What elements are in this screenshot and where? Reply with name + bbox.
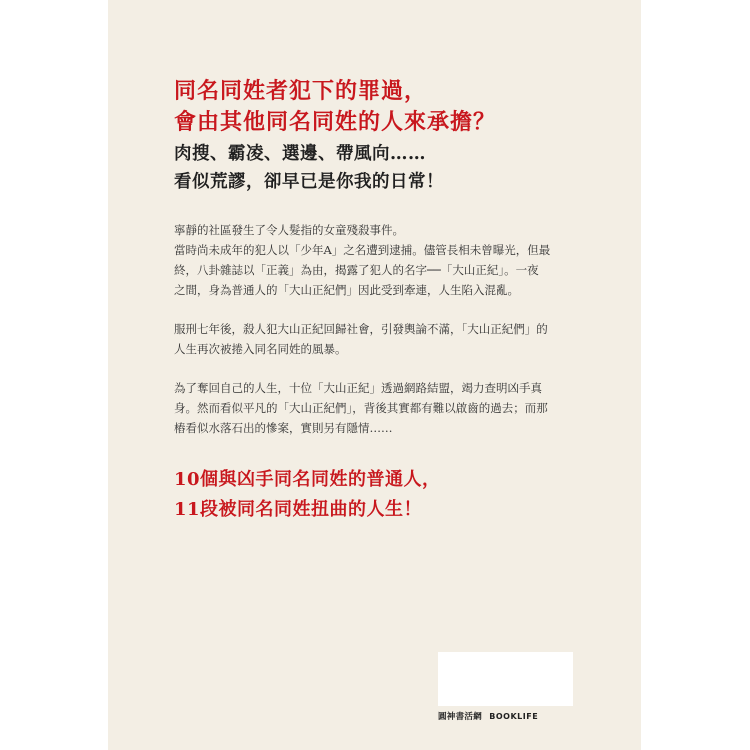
text-line: 當時尚未成年的犯人以「少年A」之名遭到逮捕。儘管長相未曾曝光，但最 xyxy=(174,243,551,257)
headline-red-line: 會由其他同名同姓的人來承擔？ xyxy=(174,109,497,135)
tagline-red xyxy=(174,465,441,525)
synopsis-paragraph xyxy=(174,220,586,300)
tagline-red-line: 10個與凶手同名同姓的普通人， xyxy=(174,469,441,490)
headline-black-line: 肉搜、霸凌、選邊、帶風向…… xyxy=(174,144,426,164)
barcode-placeholder xyxy=(438,652,573,706)
headline-red xyxy=(174,76,496,138)
tagline-red-line: 11段被同名同姓扭曲的人生！ xyxy=(174,499,423,520)
booklife-logo: BOOKLIFE xyxy=(489,712,539,721)
text-line: 身。然而看似平凡的「大山正紀們」，背後其實都有難以啟齒的過去；而那 xyxy=(174,401,548,415)
text-line: 寧靜的社區發生了令人髮指的女童殘殺事件。 xyxy=(174,223,404,237)
text-line: 服刑七年後，殺人犯大山正紀回歸社會，引發輿論不滿，「大山正紀們」的 xyxy=(174,322,548,336)
text-line: 終，八卦雜誌以「正義」為由，揭露了犯人的名字──「大山正紀」。一夜 xyxy=(174,263,539,277)
text-line: 樁看似水落石出的慘案，實則另有隱情…… xyxy=(174,421,393,435)
synopsis xyxy=(174,220,586,457)
headline-black xyxy=(174,140,444,196)
synopsis-paragraph xyxy=(174,319,586,359)
headline-red-line: 同名同姓者犯下的罪過， xyxy=(174,78,428,104)
publisher-name: 圓神書活網 xyxy=(438,712,483,722)
headline-black-line: 看似荒謬，卻早已是你我的日常！ xyxy=(174,172,444,192)
text-line: 人生再次被捲入同名同姓的風暴。 xyxy=(174,342,347,356)
back-cover xyxy=(108,0,641,750)
synopsis-paragraph xyxy=(174,378,586,438)
publisher-mark xyxy=(438,710,538,722)
text-line: 為了奪回自己的人生，十位「大山正紀」透過網路結盟，竭力查明凶手真 xyxy=(174,381,542,395)
text-line: 之間，身為普通人的「大山正紀們」因此受到牽連，人生陷入混亂。 xyxy=(174,283,519,297)
